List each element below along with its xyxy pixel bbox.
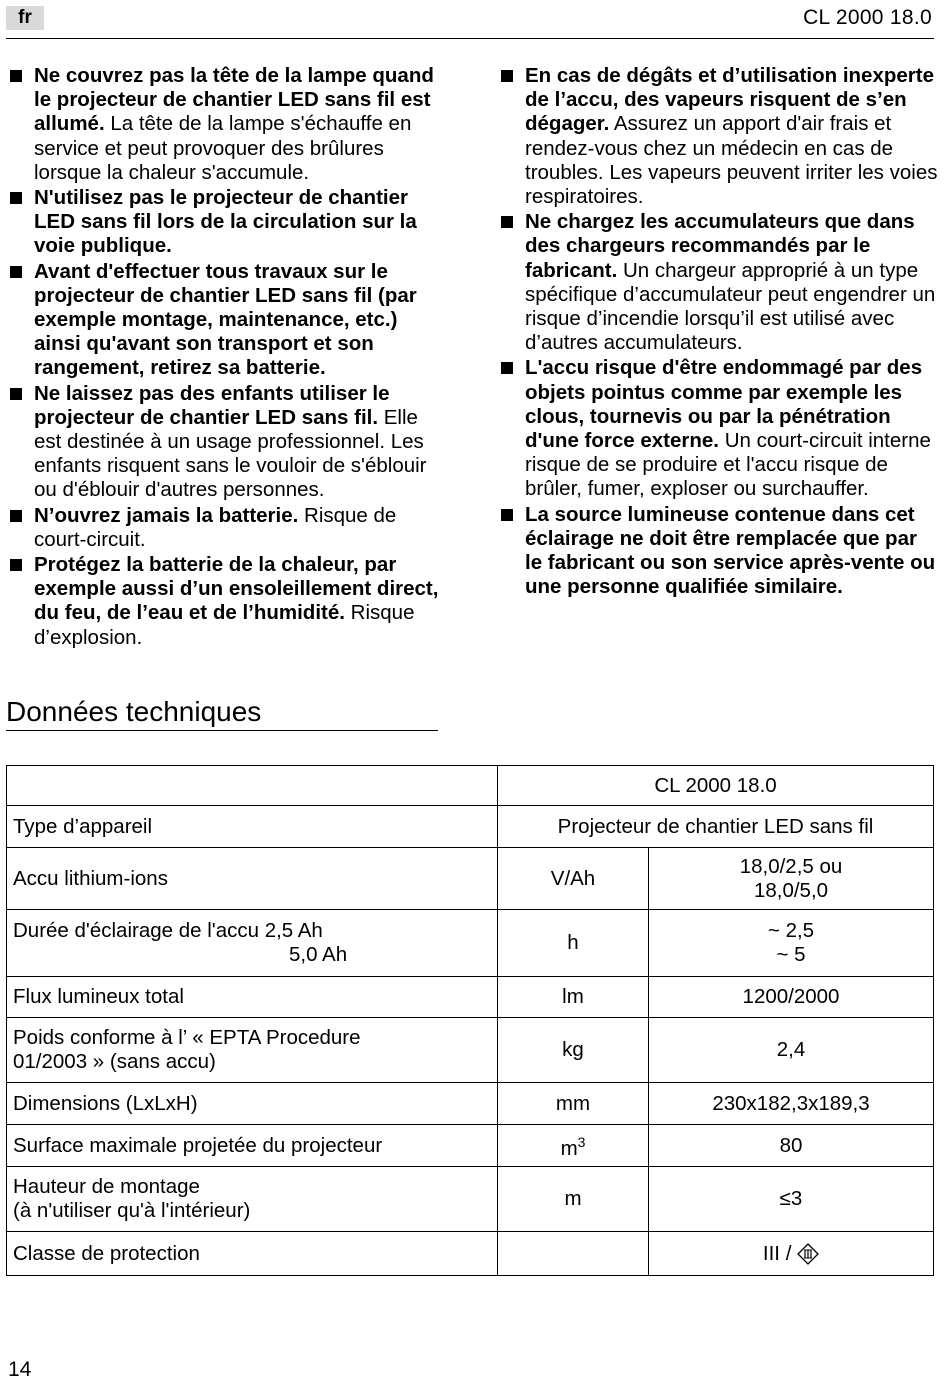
table-row xyxy=(7,848,934,910)
safety-item: N'utilisez pas le projecteur de chantier LED sans fil lors de la circulation sur la voie publique. xyxy=(8,186,448,259)
safety-item: N’ouvrez jamais la batterie. Risque de court-circuit. xyxy=(8,504,448,552)
table-unit: V/Ah xyxy=(498,848,649,910)
table-unit xyxy=(498,1232,649,1276)
table-row xyxy=(7,1018,934,1083)
table-row xyxy=(7,1083,934,1125)
table-label: Type d’appareil xyxy=(7,806,498,848)
table-model-header: CL 2000 18.0 xyxy=(498,766,934,806)
table-unit: mm xyxy=(498,1083,649,1125)
table-unit: m xyxy=(498,1167,649,1232)
table-label: Flux lumineux total xyxy=(7,977,498,1018)
table-value: 230x182,3x189,3 xyxy=(649,1083,934,1125)
page-number: 14 xyxy=(8,1358,32,1381)
table-label: Classe de protection xyxy=(7,1232,498,1276)
table-value: 2,4 xyxy=(649,1018,934,1083)
table-value: 18,0/2,5 ou 18,0/5,0 xyxy=(649,848,934,910)
table-label: Accu lithium-ions xyxy=(7,848,498,910)
table-label: Poids conforme à l’ « EPTA Procedure 01/2003 » (sans accu) xyxy=(7,1018,498,1083)
table-row xyxy=(7,1125,934,1167)
table-row xyxy=(7,766,934,806)
table-row xyxy=(7,910,934,977)
tech-data-table xyxy=(6,765,934,1276)
header-model-name: CL 2000 18.0 xyxy=(803,6,932,29)
table-unit: $m^3$ xyxy=(498,1125,649,1167)
table-label: Dimensions (LxLxH) xyxy=(7,1083,498,1125)
safety-column-right xyxy=(499,64,939,600)
table-value: ~ 2,5 ~ 5 xyxy=(649,910,934,977)
language-tag: fr xyxy=(6,6,44,30)
section-title: Données techniques xyxy=(6,696,438,731)
safety-item: La source lumineuse contenue dans cet éclairage ne doit être remplacée que par le fabricant ou son service après-vente ou une personne qualifiée similaire. xyxy=(499,503,939,600)
safety-column-left xyxy=(8,64,448,651)
table-value: 80 xyxy=(649,1125,934,1167)
header-divider xyxy=(6,38,934,39)
table-label: Surface maximale projetée du projecteur xyxy=(7,1125,498,1167)
table-value: ≤3 xyxy=(649,1167,934,1232)
table-row xyxy=(7,1232,934,1276)
safety-item: Ne chargez les accumulateurs que dans des chargeurs recommandés par le fabricant. Un chargeur approprié à un type spécifique d’accumulateur peut engendrer un risque d’incendie lorsqu’il est utilisé avec d’autres accumulateurs. xyxy=(499,210,939,355)
safety-item: Protégez la batterie de la chaleur, par exemple aussi d’un ensoleillement direct, du feu, de l’eau et de l’humidité. Risque d’explosion. xyxy=(8,553,448,650)
table-unit: h xyxy=(498,910,649,977)
table-row xyxy=(7,806,934,848)
table-cell-empty xyxy=(7,766,498,806)
safety-item: L'accu risque d'être endommagé par des objets pointus comme par exemple les clous, tournevis ou par la pénétration d'une force externe. Un court-circuit interne risque de se produire et l'accu risque de brûler, fumer, exploser ou surchauffer. xyxy=(499,356,939,501)
safety-item: En cas de dégâts et d’utilisation inexperte de l’accu, des vapeurs risquent de s’en dégager. Assurez un apport d'air frais et rendez-vous chez un médecin en cas de troubles. Les vapeurs peuvent irriter les voies respiratoires. xyxy=(499,64,939,209)
table-label: Hauteur de montage (à n'utiliser qu'à l'intérieur) xyxy=(7,1167,498,1232)
table-unit: kg xyxy=(498,1018,649,1083)
table-unit: lm xyxy=(498,977,649,1018)
safety-item: Ne couvrez pas la tête de la lampe quand le projecteur de chantier LED sans fil est allumé. La tête de la lampe s'échauffe en service et peut provoquer des brûlures lorsque la chaleur s'accumule. xyxy=(8,64,448,185)
table-value: 1200/2000 xyxy=(649,977,934,1018)
table-value: Projecteur de chantier LED sans fil xyxy=(498,806,934,848)
table-value: III / xyxy=(649,1232,934,1276)
class-iii-symbol-icon xyxy=(797,1243,819,1265)
table-row xyxy=(7,977,934,1018)
table-row xyxy=(7,1167,934,1232)
safety-item: Ne laissez pas des enfants utiliser le projecteur de chantier LED sans fil. Elle est destinée à un usage professionnel. Les enfants risquent sans le vouloir de s'éblouir ou d'éblouir d'autres personnes. xyxy=(8,382,448,503)
table-label: Durée d'éclairage de l'accu 2,5 Ah 5,0 Ah xyxy=(7,910,498,977)
safety-item: Avant d'effectuer tous travaux sur le projecteur de chantier LED sans fil (par exemple montage, maintenance, etc.) ainsi qu'avant son transport et son rangement, retirez sa batterie. xyxy=(8,260,448,381)
